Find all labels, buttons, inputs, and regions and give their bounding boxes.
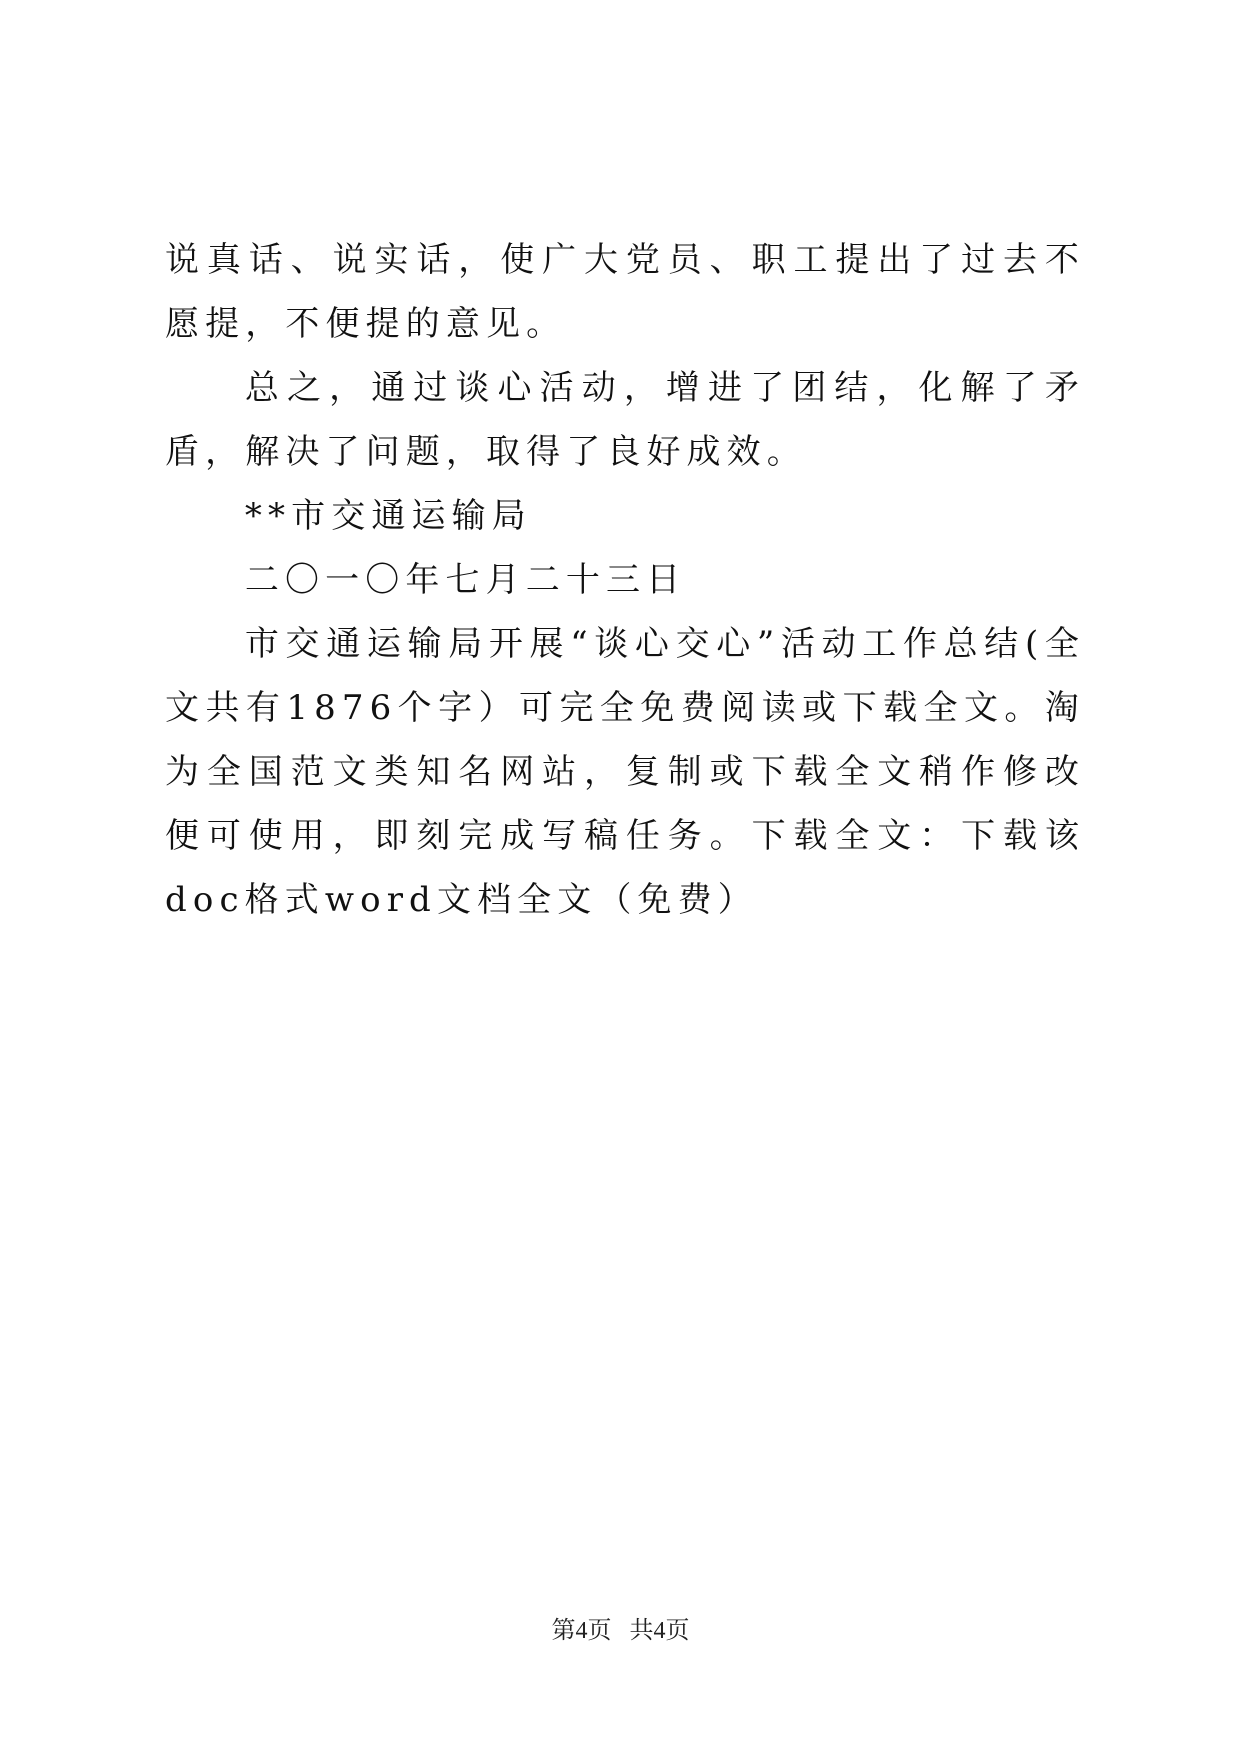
page-footer (0, 1610, 1241, 1645)
paragraph-summary: 总之，通过谈心活动，增进了团结，化解了矛盾，解决了问题，取得了良好成效。 (165, 368, 1085, 472)
paragraph-continued: 说真话、说实话，使广大党员、职工提出了过去不愿提，不便提的意见。 (165, 240, 1085, 344)
signature-organization: **市交通运输局 (244, 496, 532, 536)
download-notice: 市交通运输局开展“谈心交心”活动工作总结(全文共有1876个字）可完全免费阅读或下载全文。淘为全国范文类知名网站，复制或下载全文稍作修改便可使用，即刻完成写稿任务。下载全文：下载该doc格式word文档全文（免费） (165, 624, 1085, 920)
document-body (165, 228, 1085, 932)
signature-date: 二〇一〇年七月二十三日 (244, 560, 687, 600)
page-number: 第4页 (551, 1618, 612, 1644)
page-total: 共4页 (629, 1618, 690, 1644)
